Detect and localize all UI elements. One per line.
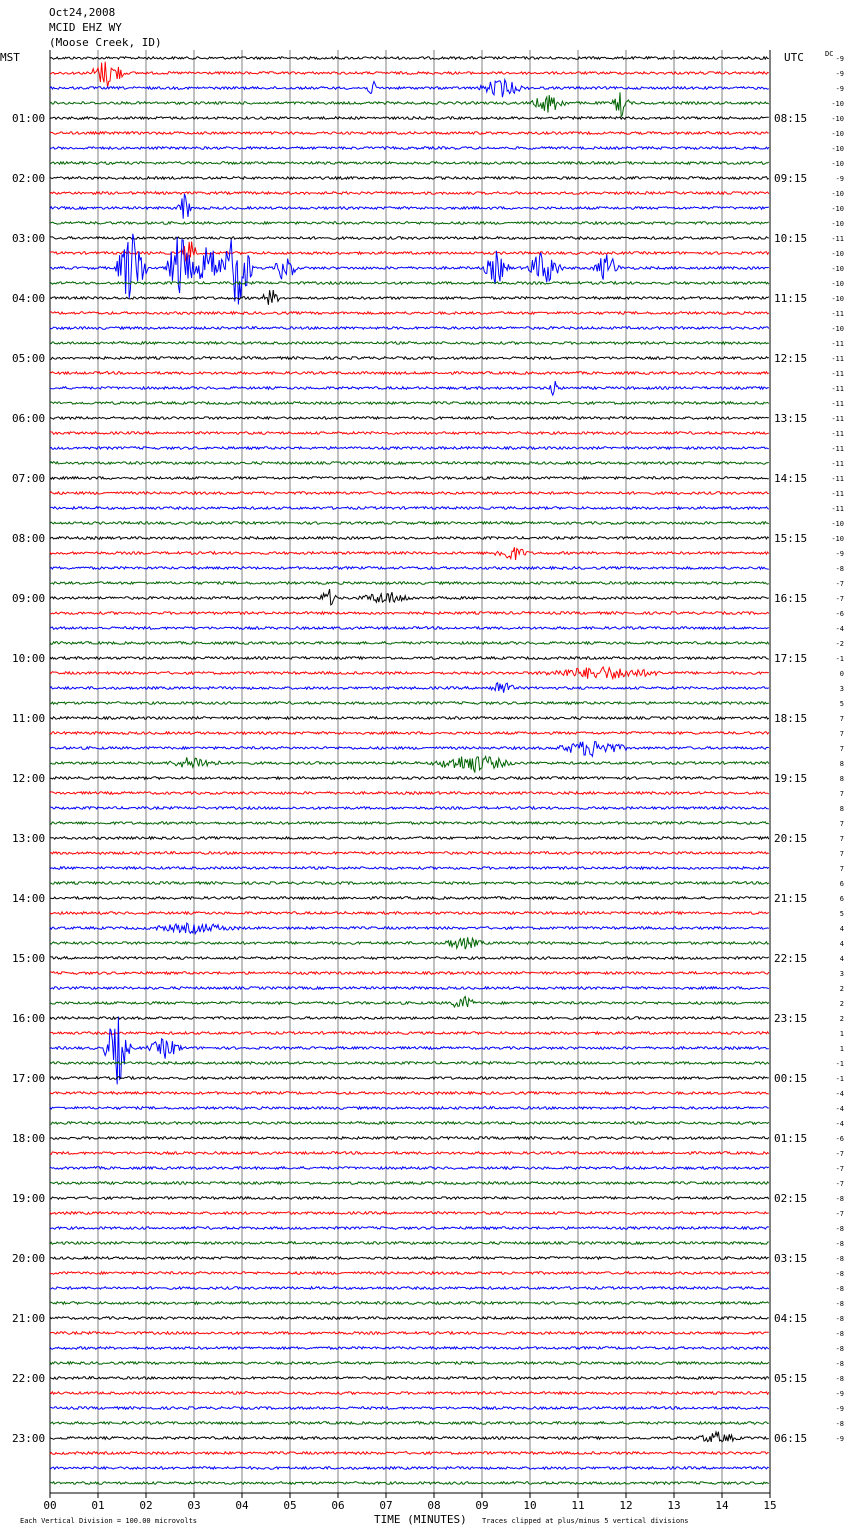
seismic-trace — [50, 117, 769, 120]
seismic-trace — [50, 432, 769, 435]
seismic-trace — [50, 612, 769, 615]
seismic-trace — [50, 1167, 769, 1170]
left-hour-labels — [12, 112, 45, 1445]
dc-offset-label: -10 — [831, 160, 844, 168]
dc-offset-label: -6 — [835, 610, 844, 618]
seismic-trace — [50, 342, 769, 345]
x-tick-label: 14 — [715, 1499, 729, 1512]
dc-offset-label: -10 — [831, 535, 844, 543]
dc-offset-label: 5 — [839, 910, 844, 918]
hour-label-left: 14:00 — [12, 892, 46, 905]
dc-offset-label: -1 — [835, 1075, 844, 1083]
seismic-trace — [50, 923, 769, 934]
seismic-trace — [50, 657, 769, 660]
dc-offset-label: 1 — [839, 1030, 844, 1038]
seismic-trace — [50, 957, 769, 960]
seismic-trace — [50, 417, 769, 420]
dc-offset-label: 4 — [839, 955, 844, 963]
seismic-trace — [50, 1107, 769, 1110]
dc-offset-label: -11 — [831, 460, 844, 468]
dc-offset-label: -11 — [831, 400, 844, 408]
hour-label-right: 21:15 — [774, 892, 808, 905]
dc-offset-label: -8 — [835, 1225, 844, 1233]
dc-offset-label: -8 — [835, 1330, 844, 1338]
header-station: MCID EHZ WY — [49, 21, 122, 34]
right-timezone-label: UTC — [784, 51, 804, 64]
seismic-trace — [50, 162, 769, 165]
seismic-trace — [50, 567, 769, 570]
x-tick-label: 05 — [283, 1499, 297, 1512]
hour-label-left: 22:00 — [12, 1372, 46, 1385]
dc-offset-label: 8 — [839, 775, 844, 783]
dc-offset-label: -7 — [835, 595, 844, 603]
hour-label-left: 11:00 — [12, 712, 46, 725]
dc-offset-label: -8 — [835, 1360, 844, 1368]
seismic-trace — [50, 1257, 769, 1260]
dc-offset-label: 7 — [839, 730, 844, 738]
seismic-trace — [50, 852, 769, 855]
seismic-trace — [50, 327, 769, 330]
seismic-trace — [50, 477, 769, 480]
dc-offset-label: -8 — [835, 1285, 844, 1293]
hour-label-right: 19:15 — [774, 772, 808, 785]
minute-grid — [50, 50, 770, 1493]
dc-offset-label: -7 — [835, 1165, 844, 1173]
seismic-trace — [50, 1302, 769, 1305]
seismic-trace — [50, 1332, 769, 1335]
dc-offset-label: -10 — [831, 145, 844, 153]
seismic-trace — [50, 807, 769, 810]
hour-label-right: 14:15 — [774, 472, 808, 485]
dc-offset-label: 8 — [839, 805, 844, 813]
x-tick-label: 03 — [187, 1499, 201, 1512]
dc-offset-label: -6 — [835, 1135, 844, 1143]
seismic-trace — [50, 462, 769, 465]
dc-offset-label: 7 — [839, 745, 844, 753]
dc-offset-label: 8 — [839, 760, 844, 768]
seismic-trace — [50, 234, 769, 305]
seismic-trace — [50, 882, 769, 885]
seismic-trace — [50, 312, 769, 315]
seismic-trace — [50, 290, 769, 305]
seismic-trace — [50, 1347, 769, 1350]
seismic-trace — [50, 912, 769, 915]
hour-label-left: 01:00 — [12, 112, 46, 125]
seismic-trace — [50, 1197, 769, 1200]
seismic-trace — [50, 372, 769, 375]
trace-group — [50, 57, 769, 1485]
x-tick-label: 12 — [619, 1499, 633, 1512]
dc-offset-label: -8 — [835, 1315, 844, 1323]
x-tick-label: 06 — [331, 1499, 345, 1512]
seismic-trace — [50, 242, 769, 264]
hour-label-left: 06:00 — [12, 412, 46, 425]
dc-offset-label: 7 — [839, 820, 844, 828]
right-hour-labels — [774, 112, 807, 1445]
dc-offset-label: -9 — [835, 1435, 844, 1443]
hour-label-right: 01:15 — [774, 1132, 808, 1145]
x-tick-label: 13 — [667, 1499, 681, 1512]
dc-offset-label: -11 — [831, 415, 844, 423]
seismic-trace — [50, 92, 769, 116]
hour-label-left: 21:00 — [12, 1312, 46, 1325]
dc-offset-label: 5 — [839, 700, 844, 708]
seismic-trace — [50, 222, 769, 225]
seismic-trace — [50, 1017, 769, 1085]
seismic-trace — [50, 667, 769, 679]
dc-offset-label: -8 — [835, 1270, 844, 1278]
seismic-trace — [50, 1032, 769, 1035]
seismic-trace — [50, 447, 769, 450]
x-tick-label: 07 — [379, 1499, 393, 1512]
seismic-trace — [50, 777, 769, 780]
hour-label-left: 05:00 — [12, 352, 46, 365]
seismic-trace — [50, 147, 769, 150]
hour-label-right: 02:15 — [774, 1192, 808, 1205]
clip-note: Traces clipped at plus/minus 5 vertical divisions — [482, 1517, 689, 1525]
seismic-trace — [50, 547, 769, 560]
dc-offset-label: -11 — [831, 355, 844, 363]
dc-offset-label: -1 — [835, 655, 844, 663]
seismic-trace — [50, 642, 769, 645]
dc-offset-label: -11 — [831, 370, 844, 378]
dc-offset-label: 7 — [839, 865, 844, 873]
seismic-trace — [50, 1407, 769, 1410]
seismic-trace — [50, 897, 769, 900]
seismic-trace — [50, 1182, 769, 1185]
dc-offset-label: -8 — [835, 1375, 844, 1383]
seismic-trace — [50, 57, 769, 60]
vertical-division-note: Each Vertical Division = 100.00 microvolts — [20, 1517, 198, 1525]
hour-label-right: 05:15 — [774, 1372, 808, 1385]
dc-offset-label: -8 — [835, 1300, 844, 1308]
seismic-trace — [50, 837, 769, 840]
seismic-trace — [50, 972, 769, 975]
seismic-trace — [50, 402, 769, 405]
seismic-trace — [50, 1422, 769, 1425]
seismic-trace — [50, 1467, 769, 1470]
dc-offset-label: -4 — [835, 1090, 844, 1098]
x-tick-label: 08 — [427, 1499, 441, 1512]
hour-label-left: 09:00 — [12, 592, 46, 605]
seismic-trace — [50, 1062, 769, 1065]
dc-offset-label: 4 — [839, 940, 844, 948]
dc-offset-label: -8 — [835, 1255, 844, 1263]
dc-offset-label: -10 — [831, 325, 844, 333]
hour-label-left: 03:00 — [12, 232, 46, 245]
seismic-trace — [50, 867, 769, 870]
dc-offset-label: -8 — [835, 1345, 844, 1353]
hour-label-left: 07:00 — [12, 472, 46, 485]
seismic-trace — [50, 792, 769, 795]
seismic-trace — [50, 507, 769, 510]
dc-offset-label: 7 — [839, 835, 844, 843]
dc-offset-label: -9 — [835, 1405, 844, 1413]
seismic-trace — [50, 1362, 769, 1365]
seismic-trace — [50, 822, 769, 825]
seismic-trace — [50, 522, 769, 525]
hour-label-left: 04:00 — [12, 292, 46, 305]
dc-offset-label: 1 — [839, 1045, 844, 1053]
seismic-trace — [50, 194, 769, 219]
hour-label-right: 03:15 — [774, 1252, 808, 1265]
dc-offset-label: -11 — [831, 445, 844, 453]
hour-label-left: 23:00 — [12, 1432, 46, 1445]
x-tick-label: 09 — [475, 1499, 489, 1512]
hour-label-left: 13:00 — [12, 832, 46, 845]
dc-offset-label: -10 — [831, 250, 844, 258]
seismic-trace — [50, 756, 769, 772]
x-tick-label: 11 — [571, 1499, 585, 1512]
dc-offset-label: 7 — [839, 790, 844, 798]
seismic-trace — [50, 237, 769, 240]
dc-offset-label: -9 — [835, 70, 844, 78]
seismic-trace — [50, 132, 769, 135]
x-axis-label: TIME (MINUTES) — [374, 1513, 467, 1526]
hour-label-left: 08:00 — [12, 532, 46, 545]
seismic-trace — [50, 702, 769, 705]
hour-label-left: 16:00 — [12, 1012, 46, 1025]
dc-offset-label: -10 — [831, 265, 844, 273]
seismic-trace — [50, 1227, 769, 1230]
dc-offset-label: 2 — [839, 1000, 844, 1008]
x-tick-label: 02 — [139, 1499, 153, 1512]
dc-offset-label: -10 — [831, 205, 844, 213]
dc-offset-label: -8 — [835, 1420, 844, 1428]
dc-offset-label: -10 — [831, 520, 844, 528]
seismic-trace — [50, 1077, 769, 1080]
hour-label-left: 15:00 — [12, 952, 46, 965]
dc-offset-label: -10 — [831, 295, 844, 303]
seismic-trace — [50, 1377, 769, 1380]
dc-offset-label: -11 — [831, 235, 844, 243]
dc-offset-label: -9 — [835, 55, 844, 63]
x-tick-label: 15 — [763, 1499, 777, 1512]
hour-label-right: 22:15 — [774, 952, 808, 965]
header-location: (Moose Creek, ID) — [49, 36, 162, 49]
dc-offset-label: -4 — [835, 1105, 844, 1113]
dc-offset-label: -10 — [831, 190, 844, 198]
dc-offset-label: -10 — [831, 100, 844, 108]
hour-label-right: 11:15 — [774, 292, 808, 305]
dc-offset-label: -11 — [831, 310, 844, 318]
seismic-trace — [50, 1137, 769, 1140]
dc-offset-label: -11 — [831, 475, 844, 483]
x-tick-label: 04 — [235, 1499, 249, 1512]
dc-label: DC — [825, 50, 834, 58]
dc-offset-label: -1 — [835, 1060, 844, 1068]
seismic-trace — [50, 1152, 769, 1155]
dc-offset-label: -4 — [835, 625, 844, 633]
header-date: Oct24,2008 — [49, 6, 116, 19]
seismic-trace — [50, 282, 769, 285]
seismic-trace — [50, 1432, 769, 1442]
dc-offset-label: 3 — [839, 970, 844, 978]
dc-offset-label: 2 — [839, 985, 844, 993]
left-timezone-label: MST — [0, 51, 20, 64]
hour-label-right: 18:15 — [774, 712, 808, 725]
seismic-trace — [50, 997, 769, 1008]
seismic-trace — [50, 987, 769, 990]
dc-offset-label: -10 — [831, 220, 844, 228]
dc-offset-label: -7 — [835, 1180, 844, 1188]
seismic-trace — [50, 177, 769, 180]
seismic-trace — [50, 1092, 769, 1095]
dc-offset-label: -10 — [831, 280, 844, 288]
seismic-trace — [50, 80, 769, 97]
dc-offset-label: -11 — [831, 490, 844, 498]
dc-offset-label: -8 — [835, 1195, 844, 1203]
dc-offset-label: -9 — [835, 1390, 844, 1398]
dc-offset-label: -7 — [835, 1210, 844, 1218]
dc-offset-label: 4 — [839, 925, 844, 933]
dc-offset-labels — [831, 55, 844, 1443]
x-tick-label: 01 — [91, 1499, 105, 1512]
seismic-trace — [50, 683, 769, 693]
hour-label-left: 17:00 — [12, 1072, 46, 1085]
dc-offset-label: -10 — [831, 130, 844, 138]
hour-label-right: 04:15 — [774, 1312, 808, 1325]
dc-offset-label: -7 — [835, 1150, 844, 1158]
dc-offset-label: 6 — [839, 895, 844, 903]
dc-offset-label: 6 — [839, 880, 844, 888]
hour-label-left: 19:00 — [12, 1192, 46, 1205]
dc-offset-label: -4 — [835, 1120, 844, 1128]
hour-label-right: 06:15 — [774, 1432, 808, 1445]
seismic-trace — [50, 357, 769, 360]
hour-label-right: 17:15 — [774, 652, 808, 665]
seismic-trace — [50, 717, 769, 720]
hour-label-right: 15:15 — [774, 532, 808, 545]
hour-label-left: 10:00 — [12, 652, 46, 665]
seismic-trace — [50, 1317, 769, 1320]
dc-offset-label: -11 — [831, 340, 844, 348]
seismic-trace — [50, 741, 769, 756]
seismic-trace — [50, 1242, 769, 1245]
seismic-trace — [50, 1482, 769, 1485]
dc-offset-label: -10 — [831, 115, 844, 123]
hour-label-left: 18:00 — [12, 1132, 46, 1145]
seismic-trace — [50, 1017, 769, 1020]
seismic-trace — [50, 1392, 769, 1395]
seismic-trace — [50, 1212, 769, 1215]
seismic-trace — [50, 1272, 769, 1275]
seismic-trace — [50, 62, 769, 87]
seismic-trace — [50, 381, 769, 395]
dc-offset-label: 7 — [839, 850, 844, 858]
seismic-trace — [50, 732, 769, 735]
dc-offset-label: 3 — [839, 685, 844, 693]
seismic-trace — [50, 589, 769, 605]
hour-label-right: 00:15 — [774, 1072, 808, 1085]
hour-label-right: 08:15 — [774, 112, 808, 125]
dc-offset-label: -2 — [835, 640, 844, 648]
dc-offset-label: -9 — [835, 550, 844, 558]
seismic-trace — [50, 492, 769, 495]
hour-label-left: 20:00 — [12, 1252, 46, 1265]
hour-label-left: 12:00 — [12, 772, 46, 785]
dc-offset-label: -11 — [831, 385, 844, 393]
dc-offset-label: -8 — [835, 565, 844, 573]
hour-label-right: 23:15 — [774, 1012, 808, 1025]
x-tick-label: 00 — [43, 1499, 57, 1512]
seismic-trace — [50, 1122, 769, 1125]
hour-label-right: 12:15 — [774, 352, 808, 365]
seismic-trace — [50, 1287, 769, 1290]
dc-offset-label: 7 — [839, 715, 844, 723]
hour-label-right: 20:15 — [774, 832, 808, 845]
seismic-trace — [50, 1452, 769, 1455]
dc-offset-label: 0 — [839, 670, 844, 678]
hour-label-right: 16:15 — [774, 592, 808, 605]
dc-offset-label: -9 — [835, 175, 844, 183]
dc-offset-label: -9 — [835, 85, 844, 93]
seismic-trace — [50, 537, 769, 540]
seismic-trace — [50, 937, 769, 949]
seismic-trace — [50, 582, 769, 585]
hour-label-right: 10:15 — [774, 232, 808, 245]
dc-offset-label: -11 — [831, 505, 844, 513]
seismic-trace — [50, 627, 769, 630]
dc-offset-label: 2 — [839, 1015, 844, 1023]
hour-label-left: 02:00 — [12, 172, 46, 185]
hour-label-right: 09:15 — [774, 172, 808, 185]
x-tick-label: 10 — [523, 1499, 537, 1512]
dc-offset-label: -8 — [835, 1240, 844, 1248]
x-axis-ticks — [43, 1493, 776, 1512]
dc-offset-label: -11 — [831, 430, 844, 438]
dc-offset-label: -7 — [835, 580, 844, 588]
seismic-trace — [50, 192, 769, 195]
hour-label-right: 13:15 — [774, 412, 808, 425]
